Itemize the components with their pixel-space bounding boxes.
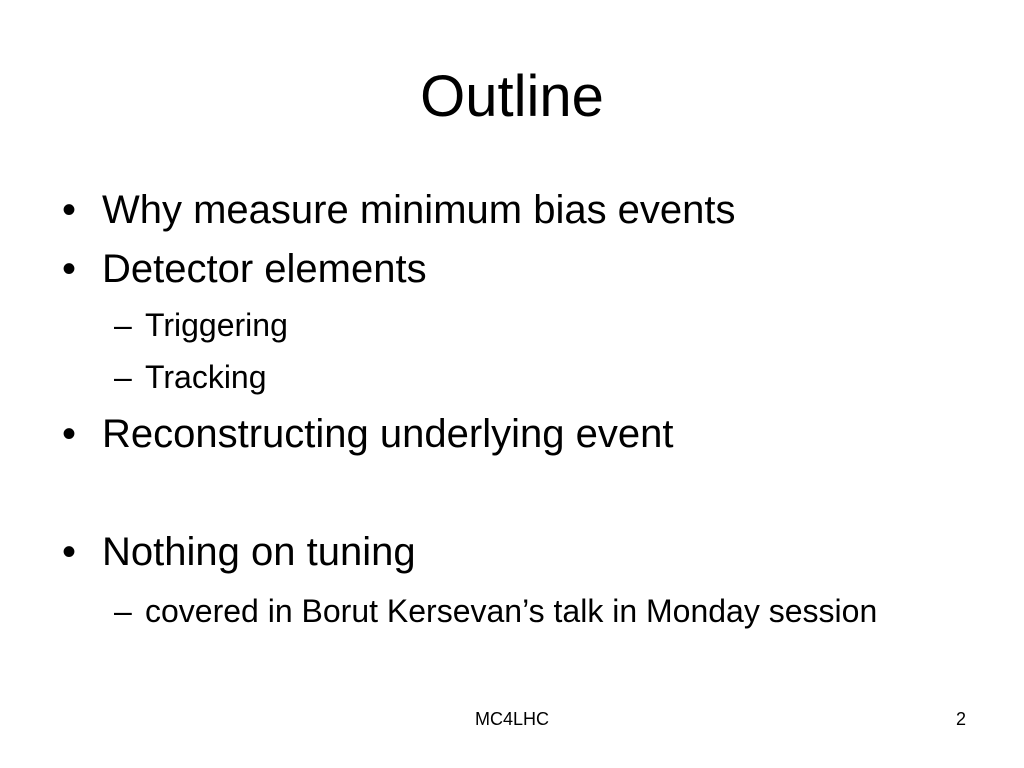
bullet-text: Detector elements bbox=[102, 247, 427, 291]
sub-bullet-dash: – bbox=[114, 307, 132, 343]
bullet-text: Reconstructing underlying event bbox=[102, 412, 674, 456]
sub-bullet-text: Tracking bbox=[145, 359, 267, 395]
bullet-dot: • bbox=[62, 530, 77, 574]
sub-bullet-text: covered in Borut Kersevan’s talk in Monday session bbox=[145, 593, 878, 629]
sub-bullet-dash: – bbox=[114, 359, 132, 395]
page-number: 2 bbox=[955, 709, 966, 729]
sub-bullet-text: Triggering bbox=[145, 307, 288, 343]
bullet-dot: • bbox=[62, 188, 77, 232]
slide-title: Outline bbox=[420, 64, 604, 129]
footer-label: MC4LHC bbox=[474, 709, 549, 729]
bullet-dot: • bbox=[62, 247, 77, 291]
bullet-text: Nothing on tuning bbox=[102, 530, 416, 574]
bullet-dot: • bbox=[62, 412, 77, 456]
sub-bullet-dash: – bbox=[114, 593, 132, 629]
bullet-text: Why measure minimum bias events bbox=[102, 188, 736, 232]
